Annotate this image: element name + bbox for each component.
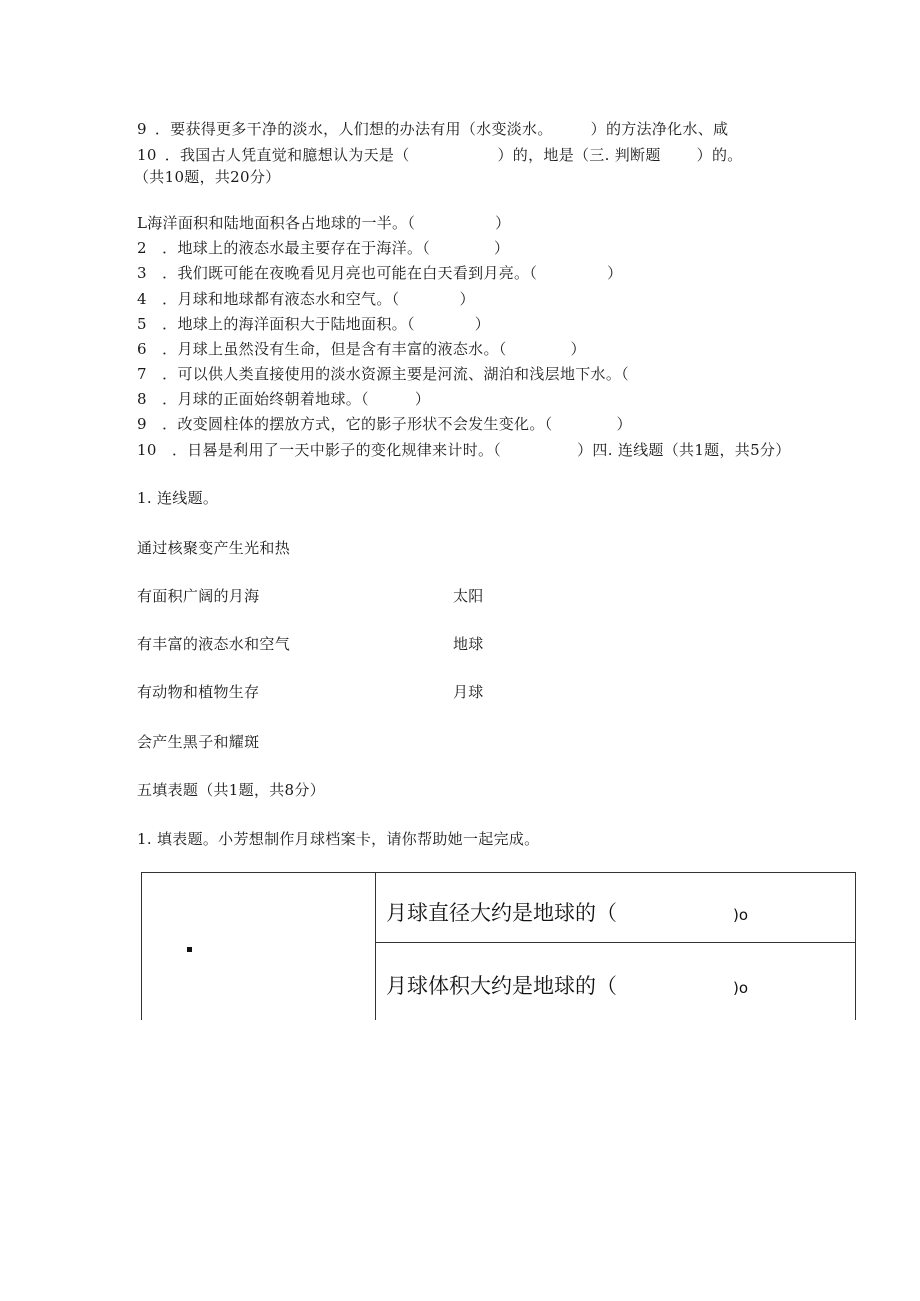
matching-left-item: 有面积广阔的月海 bbox=[137, 587, 260, 605]
section-heading: 五填表题（共1题，共8分） bbox=[137, 781, 325, 799]
matching-left-item: 有动物和植物生存 bbox=[137, 683, 260, 701]
matching-left-item: 会产生黑子和耀斑 bbox=[137, 733, 260, 751]
table-border-right bbox=[855, 872, 856, 1020]
matching-right-item: 月球 bbox=[453, 683, 484, 701]
table-cell-diameter: 月球直径大约是地球的（ )o bbox=[386, 901, 749, 925]
judge-item: 9 ．改变圆柱体的摆放方式，它的影子形状不会发生变化。（ ） bbox=[137, 415, 632, 433]
fill-question-9: 9 ．要获得更多干净的淡水，人们想的办法有用（水变淡水。 ）的方法净化水、咸 bbox=[137, 120, 729, 138]
judge-item: 10 ．日晷是利用了一天中影子的变化规律来计时。（ ）四. 连线题（共1题，共5分） bbox=[137, 441, 791, 459]
judge-item: 6 ．月球上虽然没有生命，但是含有丰富的液态水。（ ） bbox=[137, 340, 586, 358]
judge-item: L海洋面积和陆地面积各占地球的一半。（ ） bbox=[137, 214, 511, 232]
matching-left-item: 通过核聚变产生光和热 bbox=[137, 539, 291, 557]
judge-item: 5 ．地球上的海洋面积大于陆地面积。（ ） bbox=[137, 315, 491, 333]
image-placeholder-dot bbox=[187, 947, 192, 952]
judge-item: 8 ．月球的正面始终朝着地球。（ ） bbox=[137, 390, 431, 408]
table-question: 1. 填表题。小芳想制作月球档案卡，请你帮助她一起完成。 bbox=[137, 830, 540, 848]
fill-question-10: 10 ．我国古人凭直觉和臆想认为天是（ ）的，地是（三. 判断题 ）的。 bbox=[137, 146, 743, 164]
table-border-left bbox=[141, 872, 142, 1020]
judge-item: 2 ．地球上的液态水最主要存在于海洋。（ ） bbox=[137, 239, 510, 257]
section-score-note: （共10题，共20分） bbox=[134, 168, 281, 186]
matching-right-item: 地球 bbox=[453, 635, 484, 653]
judge-item: 7 ．可以供人类直接使用的淡水资源主要是河流、湖泊和浅层地下水。（ bbox=[137, 365, 629, 383]
matching-title: 1. 连线题。 bbox=[137, 489, 219, 507]
judge-item: 3 ．我们既可能在夜晚看见月亮也可能在白天看到月亮。（ ） bbox=[137, 264, 623, 282]
matching-left-item: 有丰富的液态水和空气 bbox=[137, 635, 291, 653]
judge-item: 4 ．月球和地球都有液态水和空气。（ ） bbox=[137, 290, 475, 308]
table-cell-volume: 月球体积大约是地球的（ )o bbox=[386, 974, 749, 998]
matching-right-item: 太阳 bbox=[453, 587, 484, 605]
table-row-divider bbox=[375, 942, 856, 943]
table-border-top bbox=[141, 872, 856, 873]
table-border-middle bbox=[375, 872, 376, 1020]
